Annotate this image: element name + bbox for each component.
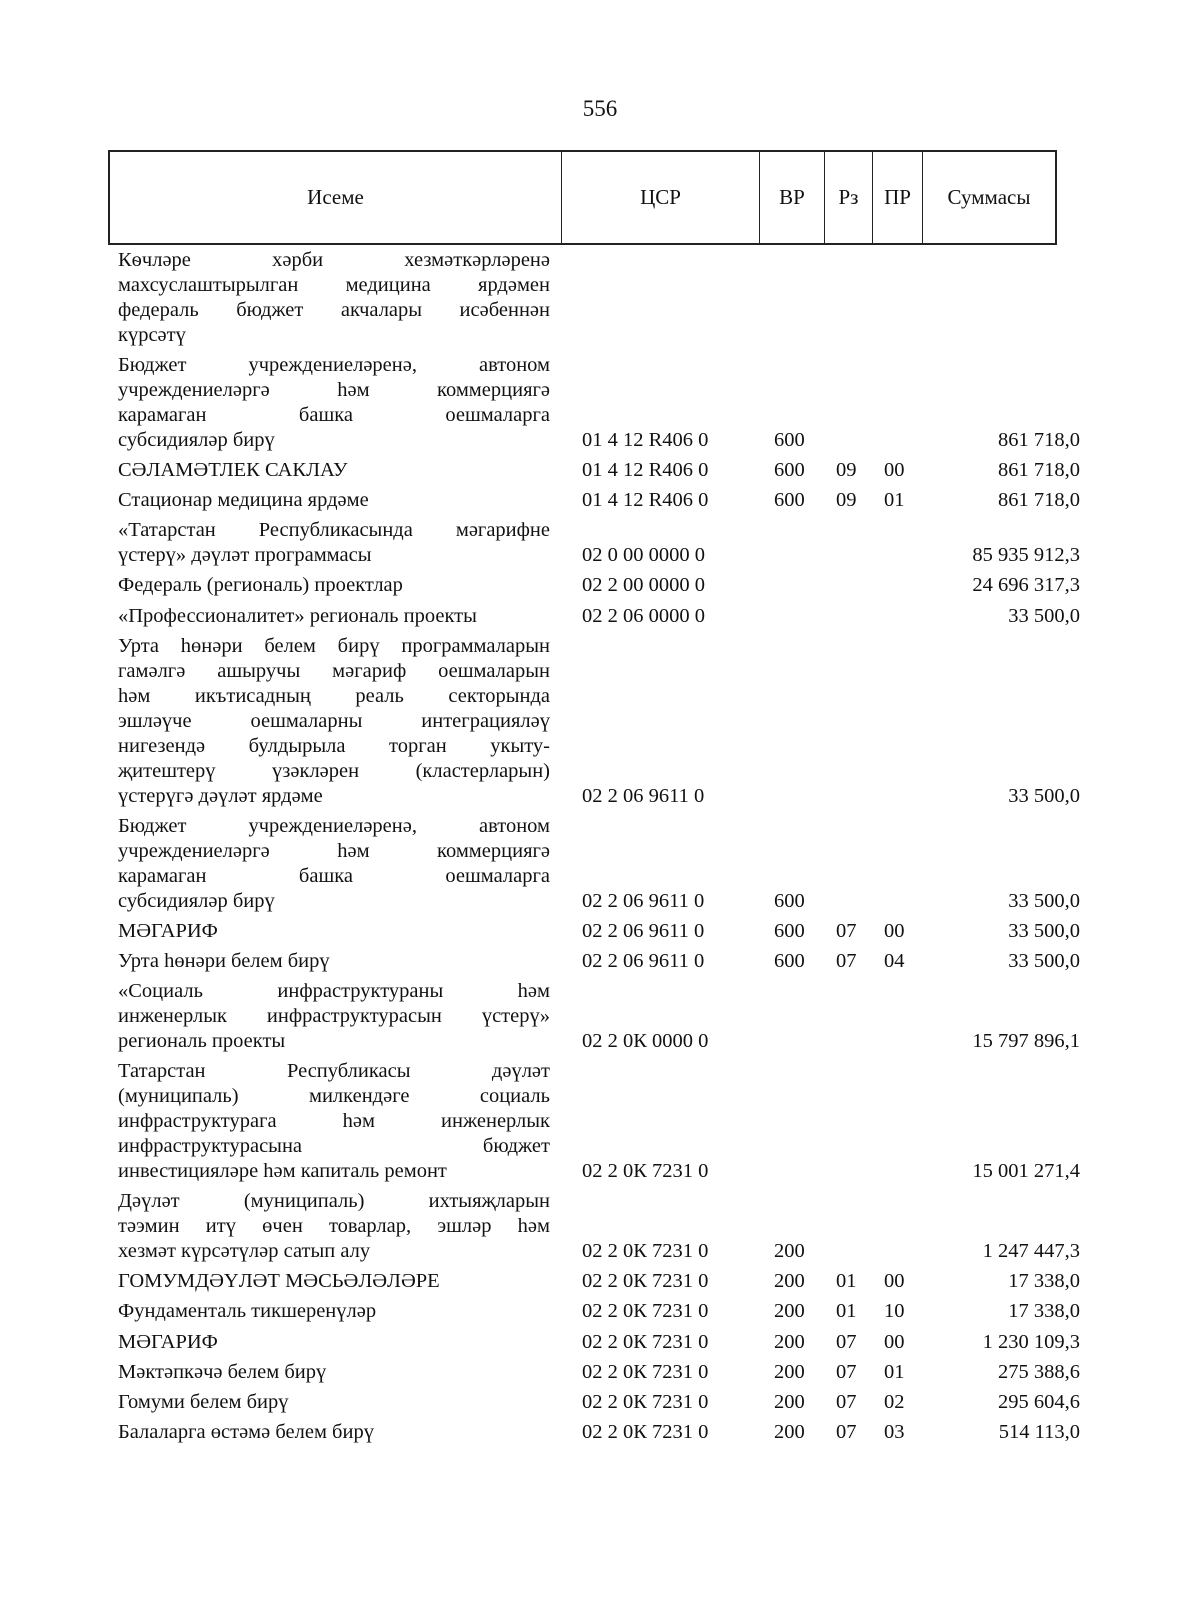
row-name bbox=[118, 1390, 550, 1415]
row-sum: 1 247 447,3 bbox=[982, 1240, 1080, 1263]
table-header bbox=[108, 150, 1057, 245]
table-row bbox=[0, 979, 1200, 1059]
row-vr: 600 bbox=[774, 889, 805, 912]
row-vr: 200 bbox=[774, 1270, 805, 1293]
row-sum: 275 388,6 bbox=[998, 1360, 1080, 1383]
row-name-line: үстерүгә дәүләт ярдәме bbox=[118, 784, 323, 807]
row-name-line: карамаган башка оешмаларга bbox=[118, 404, 550, 427]
row-name-line: Мәктәпкәчә белем бирү bbox=[118, 1360, 327, 1383]
row-name bbox=[118, 949, 550, 974]
row-sum: 1 230 109,3 bbox=[982, 1330, 1080, 1353]
row-name bbox=[118, 1269, 550, 1294]
row-csr: 02 2 06 9611 0 bbox=[582, 919, 705, 942]
table-row bbox=[0, 518, 1200, 573]
row-csr: 02 2 0К 7231 0 bbox=[582, 1420, 709, 1443]
row-name-line: тәэмин итү өчен товарлар, эшләр һәм bbox=[118, 1215, 550, 1238]
row-sum: 295 604,6 bbox=[998, 1390, 1080, 1413]
table-row bbox=[0, 1189, 1200, 1269]
row-vr: 600 bbox=[774, 949, 805, 972]
row-csr: 01 4 12 R406 0 bbox=[582, 489, 709, 512]
row-name-line: Балаларга өстәмә белем бирү bbox=[118, 1420, 374, 1443]
row-name bbox=[118, 1330, 550, 1355]
table-row bbox=[0, 1269, 1200, 1299]
row-name-line: махсуслаштырылган медицина ярдәмен bbox=[118, 274, 550, 296]
row-name-line: эшләүче оешмаларны интеграцияләү bbox=[118, 709, 550, 732]
row-sum: 17 338,0 bbox=[1008, 1300, 1080, 1323]
table-row bbox=[0, 1420, 1200, 1450]
row-name-line: Урта һөнәри белем бирү bbox=[118, 949, 330, 972]
row-rz: 07 bbox=[836, 949, 857, 972]
row-csr: 02 2 0К 7231 0 bbox=[582, 1240, 709, 1263]
row-csr: 01 4 12 R406 0 bbox=[582, 429, 709, 452]
row-rz: 09 bbox=[836, 489, 857, 512]
row-sum: 861 718,0 bbox=[998, 489, 1080, 512]
row-pr: 01 bbox=[884, 489, 905, 512]
row-csr: 02 2 0К 7231 0 bbox=[582, 1300, 709, 1323]
row-sum: 33 500,0 bbox=[1008, 889, 1080, 912]
header-csr: ЦСР bbox=[562, 152, 760, 243]
row-sum: 17 338,0 bbox=[1008, 1270, 1080, 1293]
header-rz: Рз bbox=[825, 152, 873, 243]
table-row bbox=[0, 949, 1200, 979]
row-name-line: ГОМУМДӘҮЛӘТ МӘСЬӘЛӘЛӘРЕ bbox=[118, 1270, 440, 1293]
table-row bbox=[0, 248, 1200, 353]
table-row bbox=[0, 919, 1200, 949]
row-sum: 85 935 912,3 bbox=[972, 544, 1080, 567]
row-name-line: СӘЛАМӘТЛЕК САКЛАУ bbox=[118, 459, 348, 482]
table-row bbox=[0, 573, 1200, 603]
row-name bbox=[118, 458, 550, 483]
table-row bbox=[0, 353, 1200, 458]
row-csr: 02 2 0К 0000 0 bbox=[582, 1030, 709, 1053]
row-name bbox=[118, 573, 550, 598]
row-name-line: Урта һөнәри белем бирү программаларын bbox=[118, 634, 550, 657]
row-pr: 00 bbox=[884, 919, 905, 942]
row-name-line: учреждениеләргә һәм коммерциягә bbox=[118, 379, 550, 402]
row-csr: 02 2 06 9611 0 bbox=[582, 949, 705, 972]
row-name-line: «Татарстан Республикасында мәгарифне bbox=[118, 519, 550, 542]
row-rz: 07 bbox=[836, 1390, 857, 1413]
row-name-line: региональ проекты bbox=[118, 1030, 286, 1053]
row-csr: 02 2 0К 7231 0 bbox=[582, 1160, 709, 1183]
row-sum: 33 500,0 bbox=[1008, 784, 1080, 807]
row-vr: 200 bbox=[774, 1420, 805, 1443]
row-name bbox=[118, 919, 550, 944]
row-pr: 00 bbox=[884, 1270, 905, 1293]
row-csr: 02 2 06 9611 0 bbox=[582, 889, 705, 912]
row-name-line: (муниципаль) милкендәге социаль bbox=[118, 1085, 550, 1108]
row-pr: 04 bbox=[884, 949, 905, 972]
row-name-line: Бюджет учреждениеләренә, автоном bbox=[118, 814, 550, 837]
header-name: Исеме bbox=[110, 152, 562, 243]
row-name-line: инвестицияләре һәм капиталь ремонт bbox=[118, 1160, 447, 1183]
row-sum: 15 797 896,1 bbox=[972, 1030, 1080, 1053]
row-sum: 33 500,0 bbox=[1008, 949, 1080, 972]
row-name bbox=[118, 1420, 550, 1445]
row-sum: 33 500,0 bbox=[1008, 919, 1080, 942]
row-name-line: гамәлгә ашыручы мәгариф оешмаларын bbox=[118, 659, 550, 682]
row-vr: 200 bbox=[774, 1390, 805, 1413]
row-vr: 600 bbox=[774, 429, 805, 452]
row-sum: 33 500,0 bbox=[1008, 604, 1080, 627]
row-name-line: инженерлык инфраструктурасын үстерү» bbox=[118, 1005, 550, 1028]
row-name bbox=[118, 1189, 550, 1264]
row-name-line: «Профессионалитет» региональ проекты bbox=[118, 604, 477, 627]
row-name bbox=[118, 814, 550, 914]
row-csr: 02 2 06 9611 0 bbox=[582, 784, 705, 807]
row-pr: 00 bbox=[884, 459, 905, 482]
table-row bbox=[0, 604, 1200, 634]
row-csr: 02 2 0К 7231 0 bbox=[582, 1330, 709, 1353]
row-name-line: «Социаль инфраструктураны һәм bbox=[118, 980, 550, 1003]
row-pr: 10 bbox=[884, 1300, 905, 1323]
row-vr: 200 bbox=[774, 1360, 805, 1383]
row-rz: 09 bbox=[836, 459, 857, 482]
row-sum: 24 696 317,3 bbox=[972, 574, 1080, 597]
row-rz: 01 bbox=[836, 1270, 857, 1293]
row-name-line: МӘГАРИФ bbox=[118, 919, 218, 942]
page-number: 556 bbox=[582, 96, 618, 121]
header-pr: ПР bbox=[873, 152, 923, 243]
row-name-line: учреждениеләргә һәм коммерциягә bbox=[118, 839, 550, 862]
row-csr: 01 4 12 R406 0 bbox=[582, 459, 709, 482]
row-sum: 861 718,0 bbox=[998, 459, 1080, 482]
row-csr: 02 2 00 0000 0 bbox=[582, 574, 705, 597]
row-name bbox=[118, 979, 550, 1054]
row-name-line: Бюджет учреждениеләренә, автоном bbox=[118, 354, 550, 377]
row-rz: 07 bbox=[836, 1420, 857, 1443]
row-csr: 02 2 0К 7231 0 bbox=[582, 1270, 709, 1293]
table-row bbox=[0, 1390, 1200, 1420]
row-name bbox=[118, 1360, 550, 1385]
row-pr: 01 bbox=[884, 1360, 905, 1383]
row-sum: 514 113,0 bbox=[998, 1420, 1080, 1443]
table-row bbox=[0, 1059, 1200, 1189]
row-vr: 200 bbox=[774, 1330, 805, 1353]
row-name-line: хезмәт күрсәтүләр сатып алу bbox=[118, 1240, 371, 1263]
row-name-line: Кѳчләре хәрби хезмәткәрләренә bbox=[118, 249, 550, 271]
row-name-line: Стационар медицина ярдәме bbox=[118, 489, 369, 512]
table-row bbox=[0, 1299, 1200, 1329]
row-name bbox=[118, 248, 550, 348]
table-row bbox=[0, 488, 1200, 518]
row-name-line: федераль бюджет акчалары исәбеннән bbox=[118, 299, 550, 321]
row-vr: 600 bbox=[774, 489, 805, 512]
row-name-line: җитештерү үзәкләрен (кластерларын) bbox=[118, 759, 550, 782]
table-row bbox=[0, 1360, 1200, 1390]
row-name-line: инфраструктурасына бюджет bbox=[118, 1135, 550, 1158]
row-sum: 15 001 271,4 bbox=[972, 1160, 1080, 1183]
row-name-line: Федераль (региональ) проектлар bbox=[118, 574, 403, 597]
row-name bbox=[118, 1059, 550, 1184]
row-name-line: Татарстан Республикасы дәүләт bbox=[118, 1060, 550, 1083]
row-pr: 00 bbox=[884, 1330, 905, 1353]
row-csr: 02 2 0К 7231 0 bbox=[582, 1360, 709, 1383]
row-name-line: субсидияләр бирү bbox=[118, 889, 275, 912]
row-name bbox=[118, 488, 550, 513]
table-row bbox=[0, 634, 1200, 814]
row-name bbox=[118, 604, 550, 629]
row-name bbox=[118, 353, 550, 453]
row-name-line: инфраструктурага һәм инженерлык bbox=[118, 1110, 550, 1133]
row-name bbox=[118, 518, 550, 568]
row-vr: 200 bbox=[774, 1240, 805, 1263]
row-rz: 01 bbox=[836, 1300, 857, 1323]
row-csr: 02 0 00 0000 0 bbox=[582, 544, 705, 567]
row-pr: 02 bbox=[884, 1390, 905, 1413]
row-name-line: нигезендә булдырыла торган укыту- bbox=[118, 734, 550, 757]
row-name-line: субсидияләр бирү bbox=[118, 429, 275, 452]
row-rz: 07 bbox=[836, 1330, 857, 1353]
row-csr: 02 2 06 0000 0 bbox=[582, 604, 705, 627]
row-vr: 200 bbox=[774, 1300, 805, 1323]
row-name-line: күрсәтү bbox=[118, 324, 186, 346]
row-name-line: карамаган башка оешмаларга bbox=[118, 864, 550, 887]
row-name-line: Дәүләт (муниципаль) ихтыяҗларын bbox=[118, 1190, 550, 1213]
row-vr: 600 bbox=[774, 919, 805, 942]
row-name bbox=[118, 1299, 550, 1324]
row-name-line: Фундаменталь тикшеренүләр bbox=[118, 1300, 377, 1323]
row-name-line: үстерү» дәүләт программасы bbox=[118, 544, 372, 567]
row-name bbox=[118, 634, 550, 809]
row-vr: 600 bbox=[774, 459, 805, 482]
row-name-line: МӘГАРИФ bbox=[118, 1330, 218, 1353]
row-csr: 02 2 0К 7231 0 bbox=[582, 1390, 709, 1413]
table-row bbox=[0, 814, 1200, 919]
table-row bbox=[0, 1330, 1200, 1360]
header-sum: Суммасы bbox=[947, 185, 1031, 209]
row-pr: 03 bbox=[884, 1420, 905, 1443]
row-name-line: Гомуми белем бирү bbox=[118, 1390, 289, 1413]
table-row bbox=[0, 458, 1200, 488]
row-name-line: һәм икътисадның реаль секторында bbox=[118, 684, 550, 707]
table-body bbox=[0, 248, 1200, 1450]
row-rz: 07 bbox=[836, 919, 857, 942]
header-vr: ВР bbox=[760, 152, 825, 243]
row-rz: 07 bbox=[836, 1360, 857, 1383]
row-sum: 861 718,0 bbox=[998, 429, 1080, 452]
